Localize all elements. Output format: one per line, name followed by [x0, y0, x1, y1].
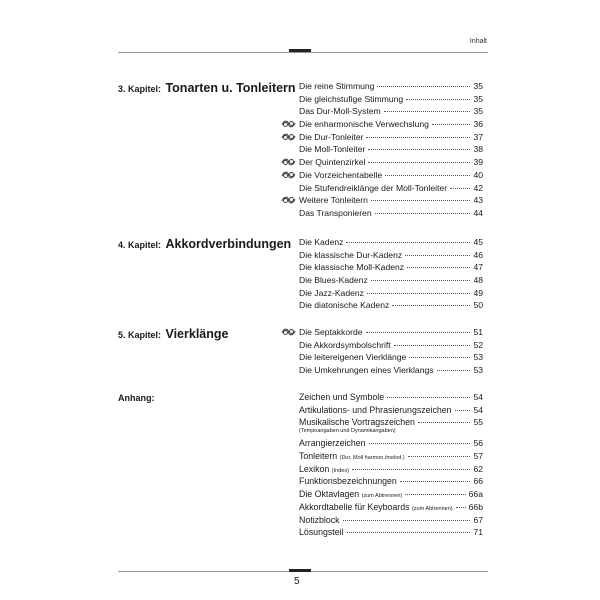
- toc-entry: [299, 526, 483, 539]
- entry-page: 56: [473, 438, 483, 449]
- header-tab-mark: [289, 49, 311, 52]
- entry-title: Akkordtabelle für Keyboards (zum Abtrennen): [299, 501, 453, 512]
- toc-entry: [299, 450, 483, 463]
- exercise-marker-icon: [281, 118, 296, 130]
- toc-entry: [299, 143, 483, 156]
- toc-entry: [299, 437, 483, 450]
- leader-dots: [366, 332, 471, 333]
- entry-title: Die enharmonische Verwechslung: [299, 119, 429, 130]
- entry-page: 35: [473, 106, 483, 117]
- toc-entry: [299, 364, 483, 377]
- toc-entry: [299, 236, 483, 249]
- entry-page: 66: [473, 476, 483, 487]
- footer-tab-mark: [289, 569, 311, 572]
- entry-title: Die Moll-Tonleiter: [299, 144, 366, 155]
- entry-page: 35: [473, 81, 483, 91]
- toc-entry: [299, 249, 483, 262]
- chapter-4-heading: [118, 235, 291, 253]
- entry-title: Die Dur-Tonleiter: [299, 131, 364, 142]
- entry-title: Arrangierzeichen: [299, 438, 366, 449]
- leader-dots: [371, 280, 471, 281]
- entry-page: 62: [473, 463, 483, 474]
- chapter-5-entries: [299, 326, 483, 377]
- leader-dots: [368, 149, 470, 150]
- toc-entry: [299, 261, 483, 274]
- entry-title: Musikalische Vortragszeichen: [299, 417, 415, 428]
- annex-heading: Anhang:: [118, 393, 155, 403]
- entry-page: 48: [473, 275, 483, 286]
- leader-dots: [343, 520, 471, 521]
- entry-page: 50: [473, 300, 483, 311]
- entry-title: Der Quintenzirkel: [299, 157, 366, 168]
- page-number: 5: [294, 576, 300, 587]
- leader-dots: [455, 410, 471, 411]
- entry-title: Die leitereigenen Vierklänge: [299, 352, 407, 363]
- entry-page: 42: [473, 182, 483, 193]
- chapter-4-entries: [299, 236, 483, 312]
- entry-title: Weitere Tonleitern: [299, 195, 368, 206]
- toc-entry: [299, 287, 483, 300]
- leader-dots: [371, 200, 470, 201]
- chapter-5-heading: [118, 325, 228, 343]
- leader-dots: [405, 494, 465, 495]
- entry-title: Die klassische Dur-Kadenz: [299, 249, 403, 260]
- entry-page: 71: [473, 527, 483, 538]
- entry-title: Artikulations- und Phrasierungszeichen: [299, 404, 452, 415]
- entry-page: 51: [473, 327, 483, 337]
- entry-page: 55: [473, 417, 483, 428]
- toc-entry: [299, 207, 483, 220]
- toc-entry: [299, 105, 483, 118]
- entry-page: 39: [473, 157, 483, 168]
- entry-title: Lösungsteil: [299, 527, 344, 538]
- toc-entry: [299, 475, 483, 488]
- entry-title: Die gleichstufige Stimmung: [299, 93, 404, 104]
- leader-dots: [405, 255, 470, 256]
- entry-page: 57: [473, 451, 483, 462]
- entry-title: Die Akkordsymbolschrift: [299, 339, 391, 350]
- toc-entry: [299, 391, 483, 404]
- entry-page: 54: [473, 392, 483, 402]
- entry-note: (zum Abtrennen): [411, 505, 453, 512]
- entry-page: 37: [473, 131, 483, 142]
- entry-title: Die klassische Moll-Kadenz: [299, 262, 405, 273]
- entry-title: Lexikon (Index): [299, 463, 349, 474]
- exercise-marker-icon: [281, 169, 296, 181]
- entry-title: Die Jazz-Kadenz: [299, 287, 364, 298]
- entry-note: (Dur, Moll harmon./melod.): [339, 455, 405, 462]
- chapter-number: 5. Kapitel:: [118, 330, 162, 340]
- exercise-marker-icon: [281, 131, 296, 143]
- toc-entry: [299, 416, 483, 437]
- entry-page: 53: [473, 365, 483, 376]
- entry-page: 45: [473, 237, 483, 247]
- entry-page: 44: [473, 207, 483, 218]
- leader-dots: [384, 111, 471, 112]
- leader-dots: [387, 397, 470, 398]
- entry-page: 49: [473, 287, 483, 298]
- entry-page: 67: [473, 514, 483, 525]
- entry-title: Die diatonische Kadenz: [299, 300, 390, 311]
- chapter-name: Vierklänge: [165, 327, 229, 341]
- toc-entry: [299, 274, 483, 287]
- toc-entry: [299, 194, 483, 207]
- entry-page: 40: [473, 169, 483, 180]
- entry-title: Das Transponieren: [299, 207, 372, 218]
- entry-page: 47: [473, 262, 483, 273]
- leader-dots: [367, 293, 470, 294]
- chapter-number: 3. Kapitel:: [118, 84, 162, 94]
- chapter-number: 4. Kapitel:: [118, 240, 162, 250]
- entry-page: 38: [473, 144, 483, 155]
- entry-title: Die Kadenz: [299, 237, 344, 247]
- exercise-marker-icon: [281, 194, 296, 206]
- entry-title: Tonleitern (Dur, Moll harmon./melod.): [299, 451, 405, 462]
- entry-page: 35: [473, 93, 483, 104]
- toc-entry: [299, 488, 483, 501]
- leader-dots: [369, 443, 471, 444]
- leader-dots: [456, 507, 466, 508]
- leader-dots: [377, 86, 470, 87]
- chapter-name: Akkordverbindungen: [165, 237, 292, 251]
- exercise-marker-icon: [281, 326, 296, 338]
- leader-dots: [408, 456, 471, 457]
- entry-page: 36: [473, 119, 483, 130]
- entry-note: (zum Abtrennen): [361, 493, 403, 500]
- annex-entries: [299, 391, 483, 539]
- entry-title: Das Dur-Moll-System: [299, 106, 381, 117]
- entry-title: Die Oktavlagen (zum Abtrennen): [299, 489, 403, 500]
- entry-page: 53: [473, 352, 483, 363]
- toc-entry: [299, 131, 483, 144]
- leader-dots: [437, 370, 471, 371]
- toc-entry: [299, 404, 483, 417]
- entry-title: Die reine Stimmung: [299, 81, 375, 91]
- leader-dots: [375, 213, 471, 214]
- entry-page: 43: [473, 195, 483, 206]
- toc-entry: [299, 118, 483, 131]
- leader-dots: [418, 422, 471, 423]
- leader-dots: [400, 481, 471, 482]
- chapter-3-entries: [299, 80, 483, 220]
- exercise-marker-icon: [281, 156, 296, 168]
- entry-page: 66a: [468, 489, 483, 500]
- entry-title: Die Umkehrungen eines Vierklangs: [299, 365, 434, 376]
- toc-entry: [299, 93, 483, 106]
- entry-title: Die Septakkorde: [299, 327, 363, 337]
- leader-dots: [368, 162, 470, 163]
- leader-dots: [407, 267, 470, 268]
- leader-dots: [409, 357, 470, 358]
- toc-entry: [299, 501, 483, 514]
- leader-dots: [346, 242, 470, 243]
- entry-subtitle: (Tempoangaben und Dynamikangaben): [299, 428, 396, 435]
- entry-title: Notizblock: [299, 514, 340, 525]
- toc-entry: [299, 339, 483, 352]
- toc-entry: [299, 299, 483, 312]
- chapter-3-heading: [118, 79, 296, 97]
- leader-dots: [392, 305, 470, 306]
- entry-page: 54: [473, 404, 483, 415]
- toc-entry: [299, 182, 483, 195]
- entry-title: Zeichen und Symbole: [299, 392, 385, 402]
- toc-entry: [299, 169, 483, 182]
- leader-dots: [432, 124, 471, 125]
- leader-dots: [366, 137, 470, 138]
- toc-entry: [299, 463, 483, 476]
- entry-page: 52: [473, 339, 483, 350]
- header-rule: [118, 52, 488, 53]
- entry-page: 46: [473, 249, 483, 260]
- leader-dots: [385, 175, 470, 176]
- toc-entry: [299, 351, 483, 364]
- entry-page: 66b: [468, 501, 483, 512]
- chapter-name: Tonarten u. Tonleitern: [165, 81, 296, 95]
- leader-dots: [352, 469, 471, 470]
- toc-entry: [299, 80, 483, 93]
- leader-dots: [406, 99, 470, 100]
- running-header: Inhalt: [469, 38, 487, 45]
- entry-title: Funktionsbezeichnungen: [299, 476, 397, 487]
- leader-dots: [450, 188, 470, 189]
- entry-title: Die Stufendreiklänge der Moll-Tonleiter: [299, 182, 448, 193]
- entry-note: (Index): [331, 467, 349, 474]
- toc-entry: [299, 156, 483, 169]
- leader-dots: [347, 532, 471, 533]
- leader-dots: [394, 345, 471, 346]
- toc-entry: [299, 326, 483, 339]
- entry-title: Die Blues-Kadenz: [299, 275, 368, 286]
- entry-title: Die Vorzeichentabelle: [299, 169, 383, 180]
- toc-entry: [299, 514, 483, 527]
